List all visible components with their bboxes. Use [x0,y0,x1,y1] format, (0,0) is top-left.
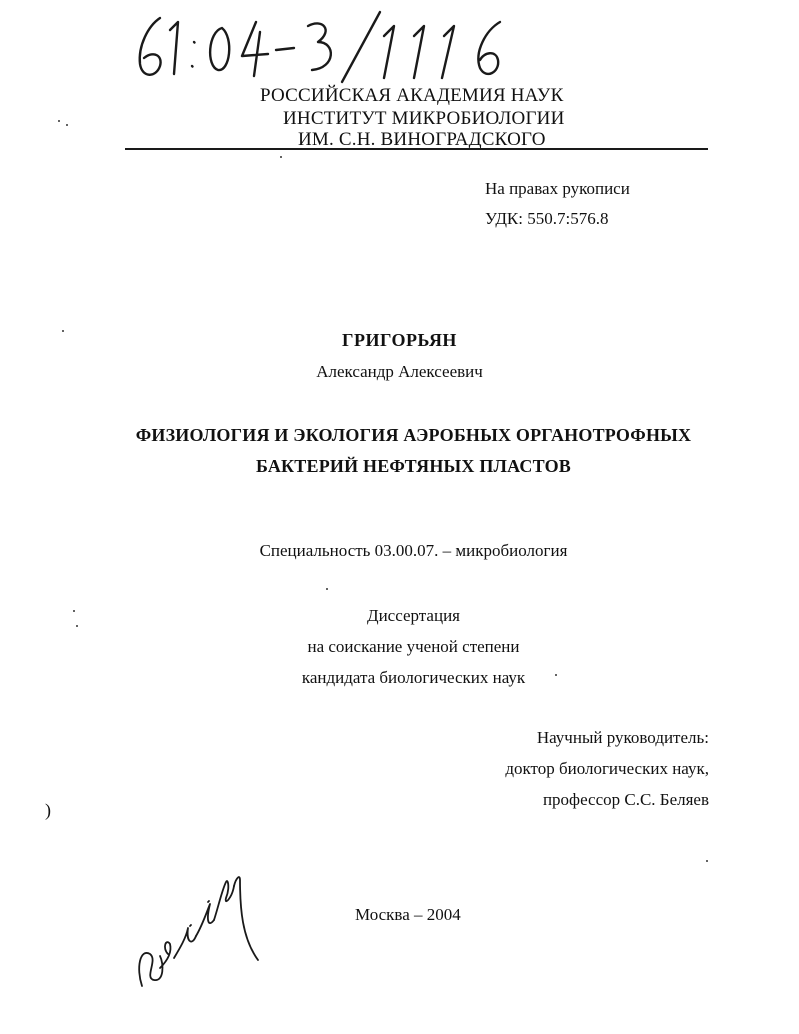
degree-line: кандидата биологических наук [301,668,526,687]
scan-speck [66,124,68,126]
handwritten-signature-drawing [130,868,280,998]
scientific-advisor-block [505,722,709,815]
specialty-line: Специальность 03.00.07. – микробиология [259,541,568,560]
degree-line: Диссертация [366,606,460,625]
margin-bracket-mark: ) [45,800,51,820]
handwritten-signature [130,868,280,998]
manuscript-rights-note: На правах рукописи [485,179,630,198]
advisor-line: доктор биологических наук, [505,759,709,778]
scan-speck [706,860,708,862]
author-surname: ГРИГОРЬЯН [342,330,457,350]
udk-code: УДК: 550.7:576.8 [485,209,609,228]
handwritten-catalog-number-drawing [118,8,538,88]
scan-speck [58,120,60,122]
thesis-title-line: БАКТЕРИЙ НЕФТЯНЫХ ПЛАСТОВ [255,456,572,476]
thesis-title-line: ФИЗИОЛОГИЯ И ЭКОЛОГИЯ АЭРОБНЫХ ОРГАНОТРОФНЫХ [135,425,692,445]
scan-speck [76,625,78,627]
scan-speck [73,610,75,612]
institution-line-named-after: ИМ. С.Н. ВИНОГРАДСКОГО [298,129,546,150]
degree-line: на соискание ученой степени [307,637,520,656]
author-given-names: Александр Алексеевич [316,362,483,381]
degree-block [0,600,799,693]
institution-line-academy: РОССИЙСКАЯ АКАДЕМИЯ НАУК [260,85,564,106]
scan-speck [326,588,328,590]
scan-speck [62,330,64,332]
thesis-title [0,420,799,482]
institution-line-institute: ИНСТИТУТ МИКРОБИОЛОГИИ [283,108,565,129]
advisor-line: Научный руководитель: [536,728,709,747]
advisor-line: профессор С.С. Беляев [542,790,709,809]
scan-speck [555,674,557,676]
handwritten-catalog-number [118,8,538,88]
city-year: Москва – 2004 [355,905,461,924]
header-divider [125,148,708,150]
scan-speck [280,156,282,158]
